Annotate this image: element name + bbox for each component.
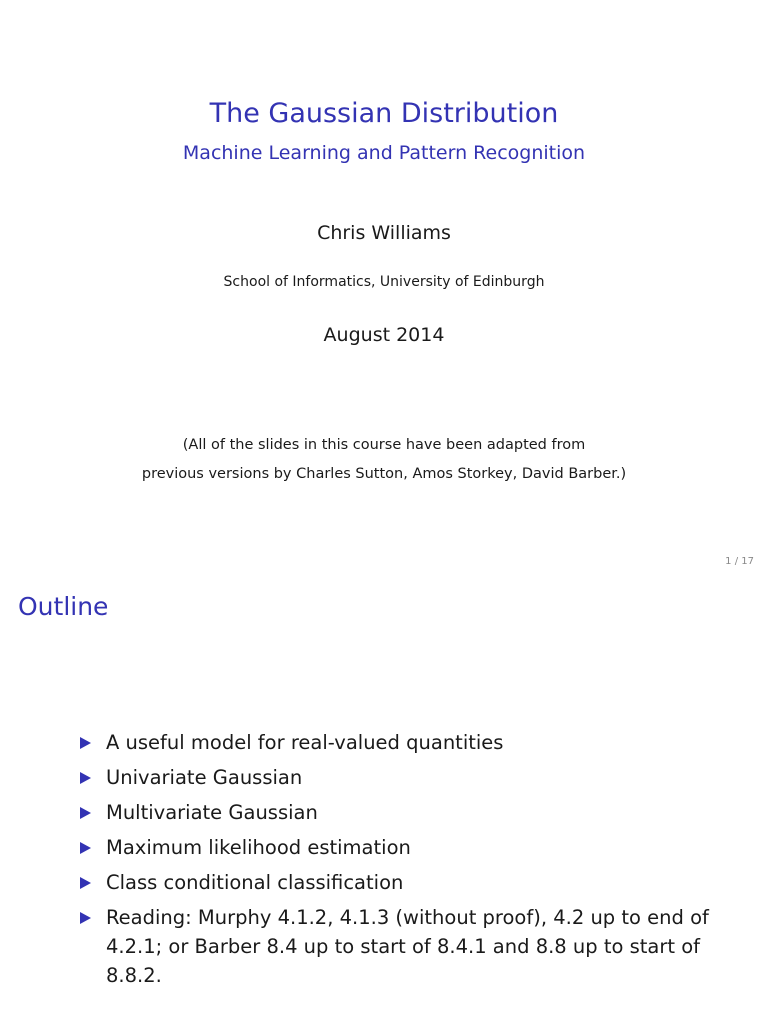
page-number: 1 / 17 [725,556,754,567]
list-item-text: Univariate Gaussian [106,766,303,789]
triangle-bullet-icon [80,842,91,854]
list-item-text: A useful model for real-valued quantities [106,731,504,754]
outline-title: Outline [18,592,109,621]
institute-name: School of Informatics, University of Edinburgh [223,274,545,290]
triangle-bullet-icon [80,772,91,784]
list-item-text: Maximum likelihood estimation [106,836,411,859]
triangle-bullet-icon [80,877,91,889]
list-item-text: Multivariate Gaussian [106,801,318,824]
attribution-note-line-2: previous versions by Charles Sutton, Amos Storkey, David Barber.) [141,466,627,482]
triangle-bullet-icon [80,912,91,924]
author-name: Chris Williams [317,222,451,244]
list-item [0,798,768,827]
slide-title: The Gaussian Distribution [209,98,559,129]
list-item [0,728,768,757]
list-item [0,903,768,990]
attribution-note-line-1: (All of the slides in this course have been adapted from [182,437,586,453]
list-item [0,833,768,862]
outline-list [0,728,768,996]
triangle-bullet-icon [80,807,91,819]
list-item [0,763,768,792]
outline-slide [0,576,768,1024]
presentation-date: August 2014 [323,324,445,346]
triangle-bullet-icon [80,737,91,749]
list-item-text: Reading: Murphy 4.1.2, 4.1.3 (without proof), 4.2 up to end of 4.2.1; or Barber 8.4 up to start of 8.4.1 and 8.8 up to start of 8.8.2. [106,906,709,987]
attribution-note [0,431,768,489]
slide-subtitle: Machine Learning and Pattern Recognition [182,142,586,164]
list-item-text: Class conditional classification [106,871,404,894]
list-item [0,868,768,897]
